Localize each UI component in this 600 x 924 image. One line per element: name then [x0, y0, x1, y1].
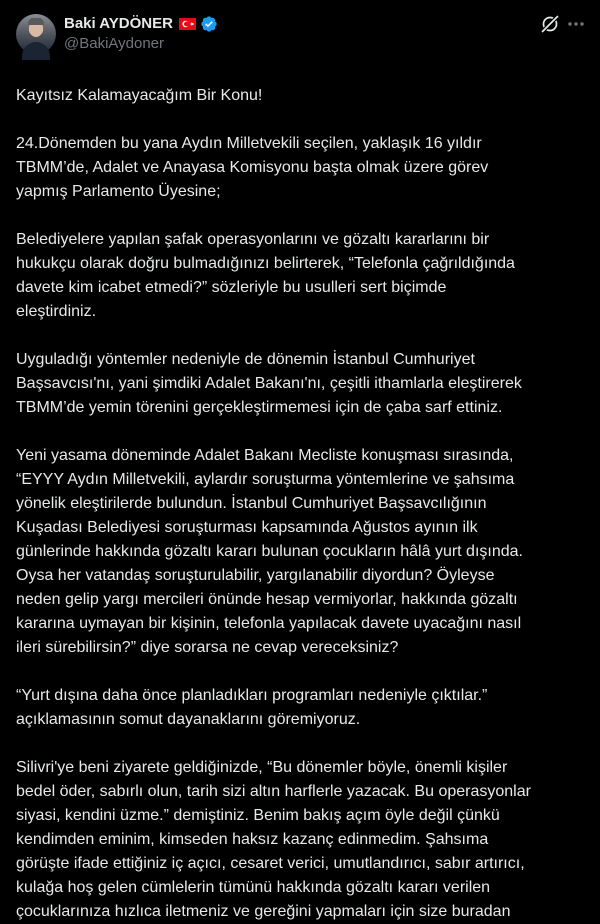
post-line: kulağa hoş gelen cümlelerin tümünü hakkında gözaltı kararı verilen: [16, 879, 491, 896]
post-line: günlerinde hakkında gözaltı kararı bulunan çocukların hâlâ yurt dışında.: [16, 543, 523, 560]
post-paragraph: [16, 84, 586, 108]
avatar-suit: [22, 42, 50, 60]
avatar[interactable]: [16, 14, 56, 54]
post-line: davete kim icabet etmedi?” sözleriyle bu usulleri sert biçimde: [16, 279, 447, 296]
post-line: Başsavcısı'nı, yani şimdiki Adalet Bakanı'nı, çeşitli ithamlarla eleştirerek: [16, 375, 522, 392]
author-display-name[interactable]: Baki AYDÖNER: [64, 15, 173, 32]
turkey-flag-icon: [179, 18, 196, 30]
post-line: TBMM’de yemin törenini gerçekleştirmemesi için de çaba sarf ettiniz.: [16, 399, 503, 416]
post-paragraph: [16, 132, 586, 204]
post-text: [16, 84, 586, 924]
author-names: [64, 12, 218, 54]
post-line: “Yurt dışına daha önce planladıkları programları nedeniyle çıktılar.”: [16, 687, 488, 704]
post-line: görüşte ifade ettiğiniz iç açıcı, cesaret verici, umutlandırıcı, sabır artırıcı,: [16, 855, 525, 872]
verified-badge-icon[interactable]: [200, 15, 218, 33]
post-line: yapmış Parlamento Üyesine;: [16, 183, 221, 200]
post-line: “EYYY Aydın Milletvekili, aylardır soruşturma yöntemlerine ve şahsıma: [16, 471, 515, 488]
post-line: çocuklarınıza hızlıca iletmeniz ve gereğini yapmaları için size buradan: [16, 903, 511, 920]
grok-icon[interactable]: [540, 14, 560, 34]
post-line: eleştirdiniz.: [16, 303, 97, 320]
post-paragraph: [16, 444, 586, 660]
post-line: hukukçu olarak doğru bulmadığınızı belirterek, “Telefonla çağrıldığında: [16, 255, 515, 272]
post-paragraph: [16, 228, 586, 324]
tweet-header: [16, 12, 584, 64]
post-line: 24.Dönemden bu yana Aydın Milletvekili seçilen, yaklaşık 16 yıldır: [16, 135, 482, 152]
post-line: Silivri'ye beni ziyarete geldiğinizde, “Bu dönemler böyle, önemli kişiler: [16, 759, 508, 776]
post-paragraph: [16, 684, 586, 732]
post-paragraph: [16, 348, 586, 420]
post-line: Belediyelere yapılan şafak operasyonlarını ve gözaltı kararlarını bir: [16, 231, 490, 248]
post-line: siyasi, kendini üzme.” demiştiniz. Benim bakış açım öyle değil çünkü: [16, 807, 500, 824]
post-line: bedel öder, sabırlı olun, tarih sizi altın harflerle yazacak. Bu operasyonlar: [16, 783, 531, 800]
post-line: Kayıtsız Kalamayacağım Bir Konu!: [16, 87, 263, 104]
post-line: yönelik eleştirilerde bulundun. İstanbul Cumhuriyet Başsavcılığının: [16, 495, 487, 512]
post-line: Uyguladığı yöntemler nedeniyle de dönemin İstanbul Cumhuriyet: [16, 351, 475, 368]
post-line: Yeni yasama döneminde Adalet Bakanı Mecliste konuşması sırasında,: [16, 447, 514, 464]
author-handle[interactable]: @BakiAydoner: [64, 35, 165, 52]
more-options-icon[interactable]: [566, 14, 586, 34]
post-line: Kuşadası Belediyesi soruşturması kapsamında Ağustos ayının ilk: [16, 519, 478, 536]
post-line: kararına uymayan bir kişinin, telefonla yapılacak davete uyacağını nasıl: [16, 615, 522, 632]
avatar-hair: [28, 18, 44, 25]
name-row: [64, 14, 218, 34]
post-line: Oysa her vatandaş soruşturulabilir, yargılanabilir diyordun? Öyleyse: [16, 567, 495, 584]
post-line: kendimden eminim, kimseden haksız kazanç edinmedim. Şahsıma: [16, 831, 489, 848]
post-line: neden gelip yargı mercileri önünde hesap vermiyorlar, hakkında gözaltı: [16, 591, 518, 608]
post-line: açıklamasının somut dayanaklarını göremiyoruz.: [16, 711, 361, 728]
post-line: TBMM’de, Adalet ve Anayasa Komisyonu başta olmak üzere görev: [16, 159, 489, 176]
post-line: ileri sürebilirsin?” diye sorarsa ne cevap vereceksiniz?: [16, 639, 399, 656]
post-paragraph: [16, 756, 586, 924]
